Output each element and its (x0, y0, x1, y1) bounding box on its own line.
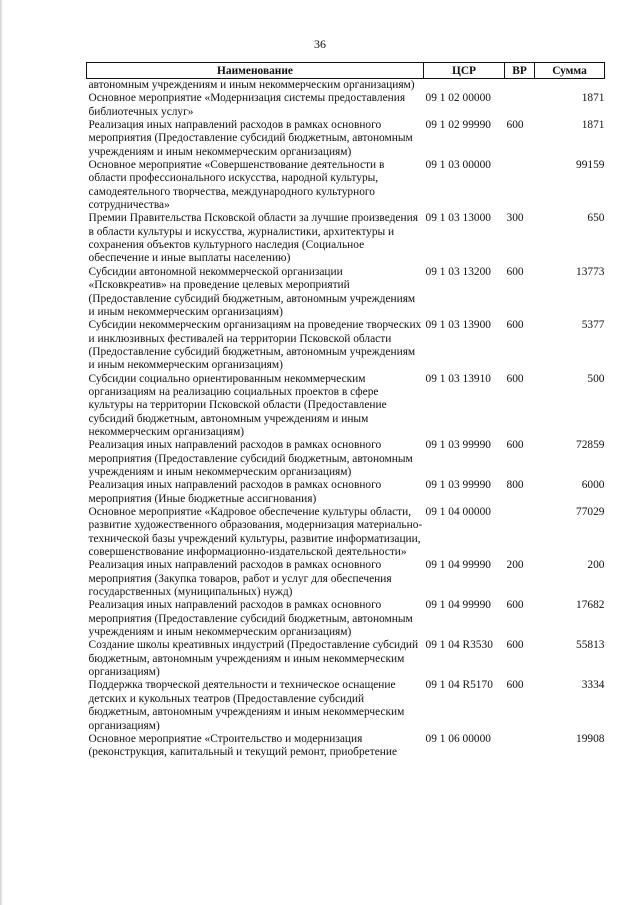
cell-vr (505, 159, 535, 212)
cell-csr: 09 1 03 99990 (425, 439, 491, 452)
table-row (87, 319, 605, 372)
cell-sum: 500 (587, 372, 605, 385)
cell-csr: 09 1 03 00000 (425, 159, 491, 172)
table-row (87, 479, 605, 506)
table-row (87, 559, 605, 599)
table-row (87, 639, 605, 679)
scan-edge-shadow (0, 0, 3, 905)
cell-sum: 650 (587, 212, 605, 225)
cell-vr (505, 506, 535, 559)
header-vr: ВР (505, 63, 535, 79)
table-row (87, 679, 605, 732)
cell-csr: 09 1 03 13910 (425, 372, 491, 385)
table-row (87, 266, 605, 319)
table-row (87, 439, 605, 479)
cell-vr (505, 733, 535, 760)
cell-name: Основное мероприятие «Кадровое обеспечение культуры области, развитие художественного образования, модернизация материально-технической базы учреждений культуры, развитие информатизации, совершенствование информационно-издательской деятельности» (88, 506, 423, 559)
cell-csr: 09 1 03 13200 (425, 265, 491, 278)
cell-name: Реализация иных направлений расходов в рамках основного мероприятия (Закупка товаров, работ и услуг для обеспечения государственных (муниципальных) нужд) (88, 559, 392, 599)
cell-vr (505, 79, 535, 93)
table-row (87, 373, 605, 440)
cell-vr: 600 (506, 372, 524, 385)
cell-csr: 09 1 04 99990 (425, 559, 491, 572)
cell-name: Субсидии социально ориентированным некоммерческим организациям на реализацию социальных проектов в сфере культуры на территории Псковской области (Предоставление субсидий бюджетным, автономным учреждениям и иным некоммерческим организациям) (88, 372, 387, 438)
cell-csr: 09 1 04 00000 (425, 506, 491, 518)
cell-name: Основное мероприятие «Модернизация системы предоставления библиотечных услуг» (88, 92, 406, 118)
table-row (87, 733, 605, 760)
cell-vr: 600 (506, 265, 524, 278)
cell-csr: 09 1 04 99990 (425, 599, 491, 612)
cell-csr (424, 79, 505, 93)
cell-sum: 55813 (576, 639, 605, 652)
cell-sum: 72859 (576, 439, 605, 452)
cell-vr: 600 (506, 439, 524, 452)
cell-name: Реализация иных направлений расходов в рамках основного мероприятия (Предоставление субсидий бюджетным, автономным учреждениям и иным некоммерческим организациям) (88, 439, 413, 478)
table-row (87, 119, 605, 159)
cell-sum: 13773 (576, 265, 605, 278)
cell-name: Основное мероприятие «Совершенствование деятельности в области профессионального искусства, народной культуры, самодеятельного творчества, международного культурного сотрудничества» (88, 159, 385, 212)
cell-sum: 5377 (581, 319, 605, 332)
cell-csr: 09 1 03 13900 (425, 319, 491, 332)
table-row (87, 79, 605, 93)
cell-csr: 09 1 03 13000 (425, 212, 491, 225)
cell-sum: 17682 (576, 599, 605, 612)
header-name: Наименование (87, 63, 424, 79)
cell-vr: 600 (506, 639, 524, 652)
table-row (87, 212, 605, 265)
cell-name: Реализация иных направлений расходов в рамках основного мероприятия (Предоставление субсидий бюджетным, автономным учреждениям и иным некоммерческим организациям) (88, 119, 413, 158)
cell-vr: 300 (506, 212, 524, 225)
cell-name: Основное мероприятие «Строительство и модернизация (реконструкция, капитальный и текущий ремонт, приобретение (88, 732, 397, 759)
cell-vr: 800 (506, 479, 524, 492)
table-row (87, 92, 605, 119)
table-row (87, 506, 605, 559)
cell-csr: 09 1 02 99990 (425, 119, 491, 132)
cell-name: Поддержка творческой деятельности и техническое оснащение детских и кукольных театров (Предоставление субсидий бюджетным, автономным учреждениям и иным некоммерческим организациям) (88, 679, 405, 732)
cell-name: автономным учреждениям и иным некоммерческим организациям) (88, 79, 415, 91)
table-body (87, 79, 605, 760)
table-row (87, 159, 605, 212)
table-row (87, 599, 605, 639)
budget-table (86, 62, 605, 760)
page-number: 36 (314, 37, 326, 51)
header-sum: Сумма (535, 63, 605, 79)
cell-sum: 200 (587, 559, 605, 572)
cell-csr: 09 1 03 99990 (425, 479, 491, 492)
cell-sum: 19908 (576, 732, 605, 745)
cell-sum: 99159 (576, 159, 605, 172)
cell-sum: 1871 (581, 92, 605, 105)
cell-csr: 09 1 04 R5170 (425, 679, 493, 692)
cell-csr: 09 1 04 R3530 (425, 639, 493, 652)
cell-vr: 600 (506, 119, 524, 132)
cell-name: Субсидии автономной некоммерческой организации «Псковкреатив» на проведение целевых мероприятий (Предоставление субсидий бюджетным, автономным учреждениям и иным некоммерческим организациям) (88, 265, 416, 318)
cell-sum: 77029 (576, 506, 605, 518)
cell-vr: 600 (506, 679, 524, 692)
cell-name: Реализация иных направлений расходов в рамках основного мероприятия (Предоставление субсидий бюджетным, автономным учреждениям и иным некоммерческим организациям) (88, 599, 413, 639)
cell-sum: 6000 (581, 479, 605, 492)
cell-name: Премии Правительства Псковской области за лучшие произведения в области культуры и искусства, журналистики, архитектуры и сохранения объектов культурного наследия (Социальное обеспечение и иные выплаты населению) (88, 212, 418, 265)
cell-name: Реализация иных направлений расходов в рамках основного мероприятия (Иные бюджетные ассигнования) (88, 479, 382, 505)
table-header-row (87, 63, 605, 79)
cell-sum: 3334 (581, 679, 605, 692)
cell-csr: 09 1 02 00000 (425, 92, 491, 105)
header-csr: ЦСР (424, 63, 505, 79)
cell-name: Субсидии некоммерческим организациям на проведение творческих и инклюзивных фестивалей на территории Псковской области (Предоставление субсидий бюджетным, автономным учреждениям и иным некоммерческим организациям) (88, 319, 422, 372)
cell-vr (505, 92, 535, 119)
cell-sum: 1871 (581, 119, 605, 132)
cell-csr: 09 1 06 00000 (425, 732, 491, 745)
cell-name: Создание школы креативных индустрий (Предоставление субсидий бюджетным, автономным учреждениям и иным некоммерческим организациям) (88, 639, 419, 679)
cell-vr: 200 (506, 559, 524, 572)
cell-sum (535, 79, 605, 93)
cell-vr: 600 (506, 599, 524, 612)
cell-vr: 600 (506, 319, 524, 332)
